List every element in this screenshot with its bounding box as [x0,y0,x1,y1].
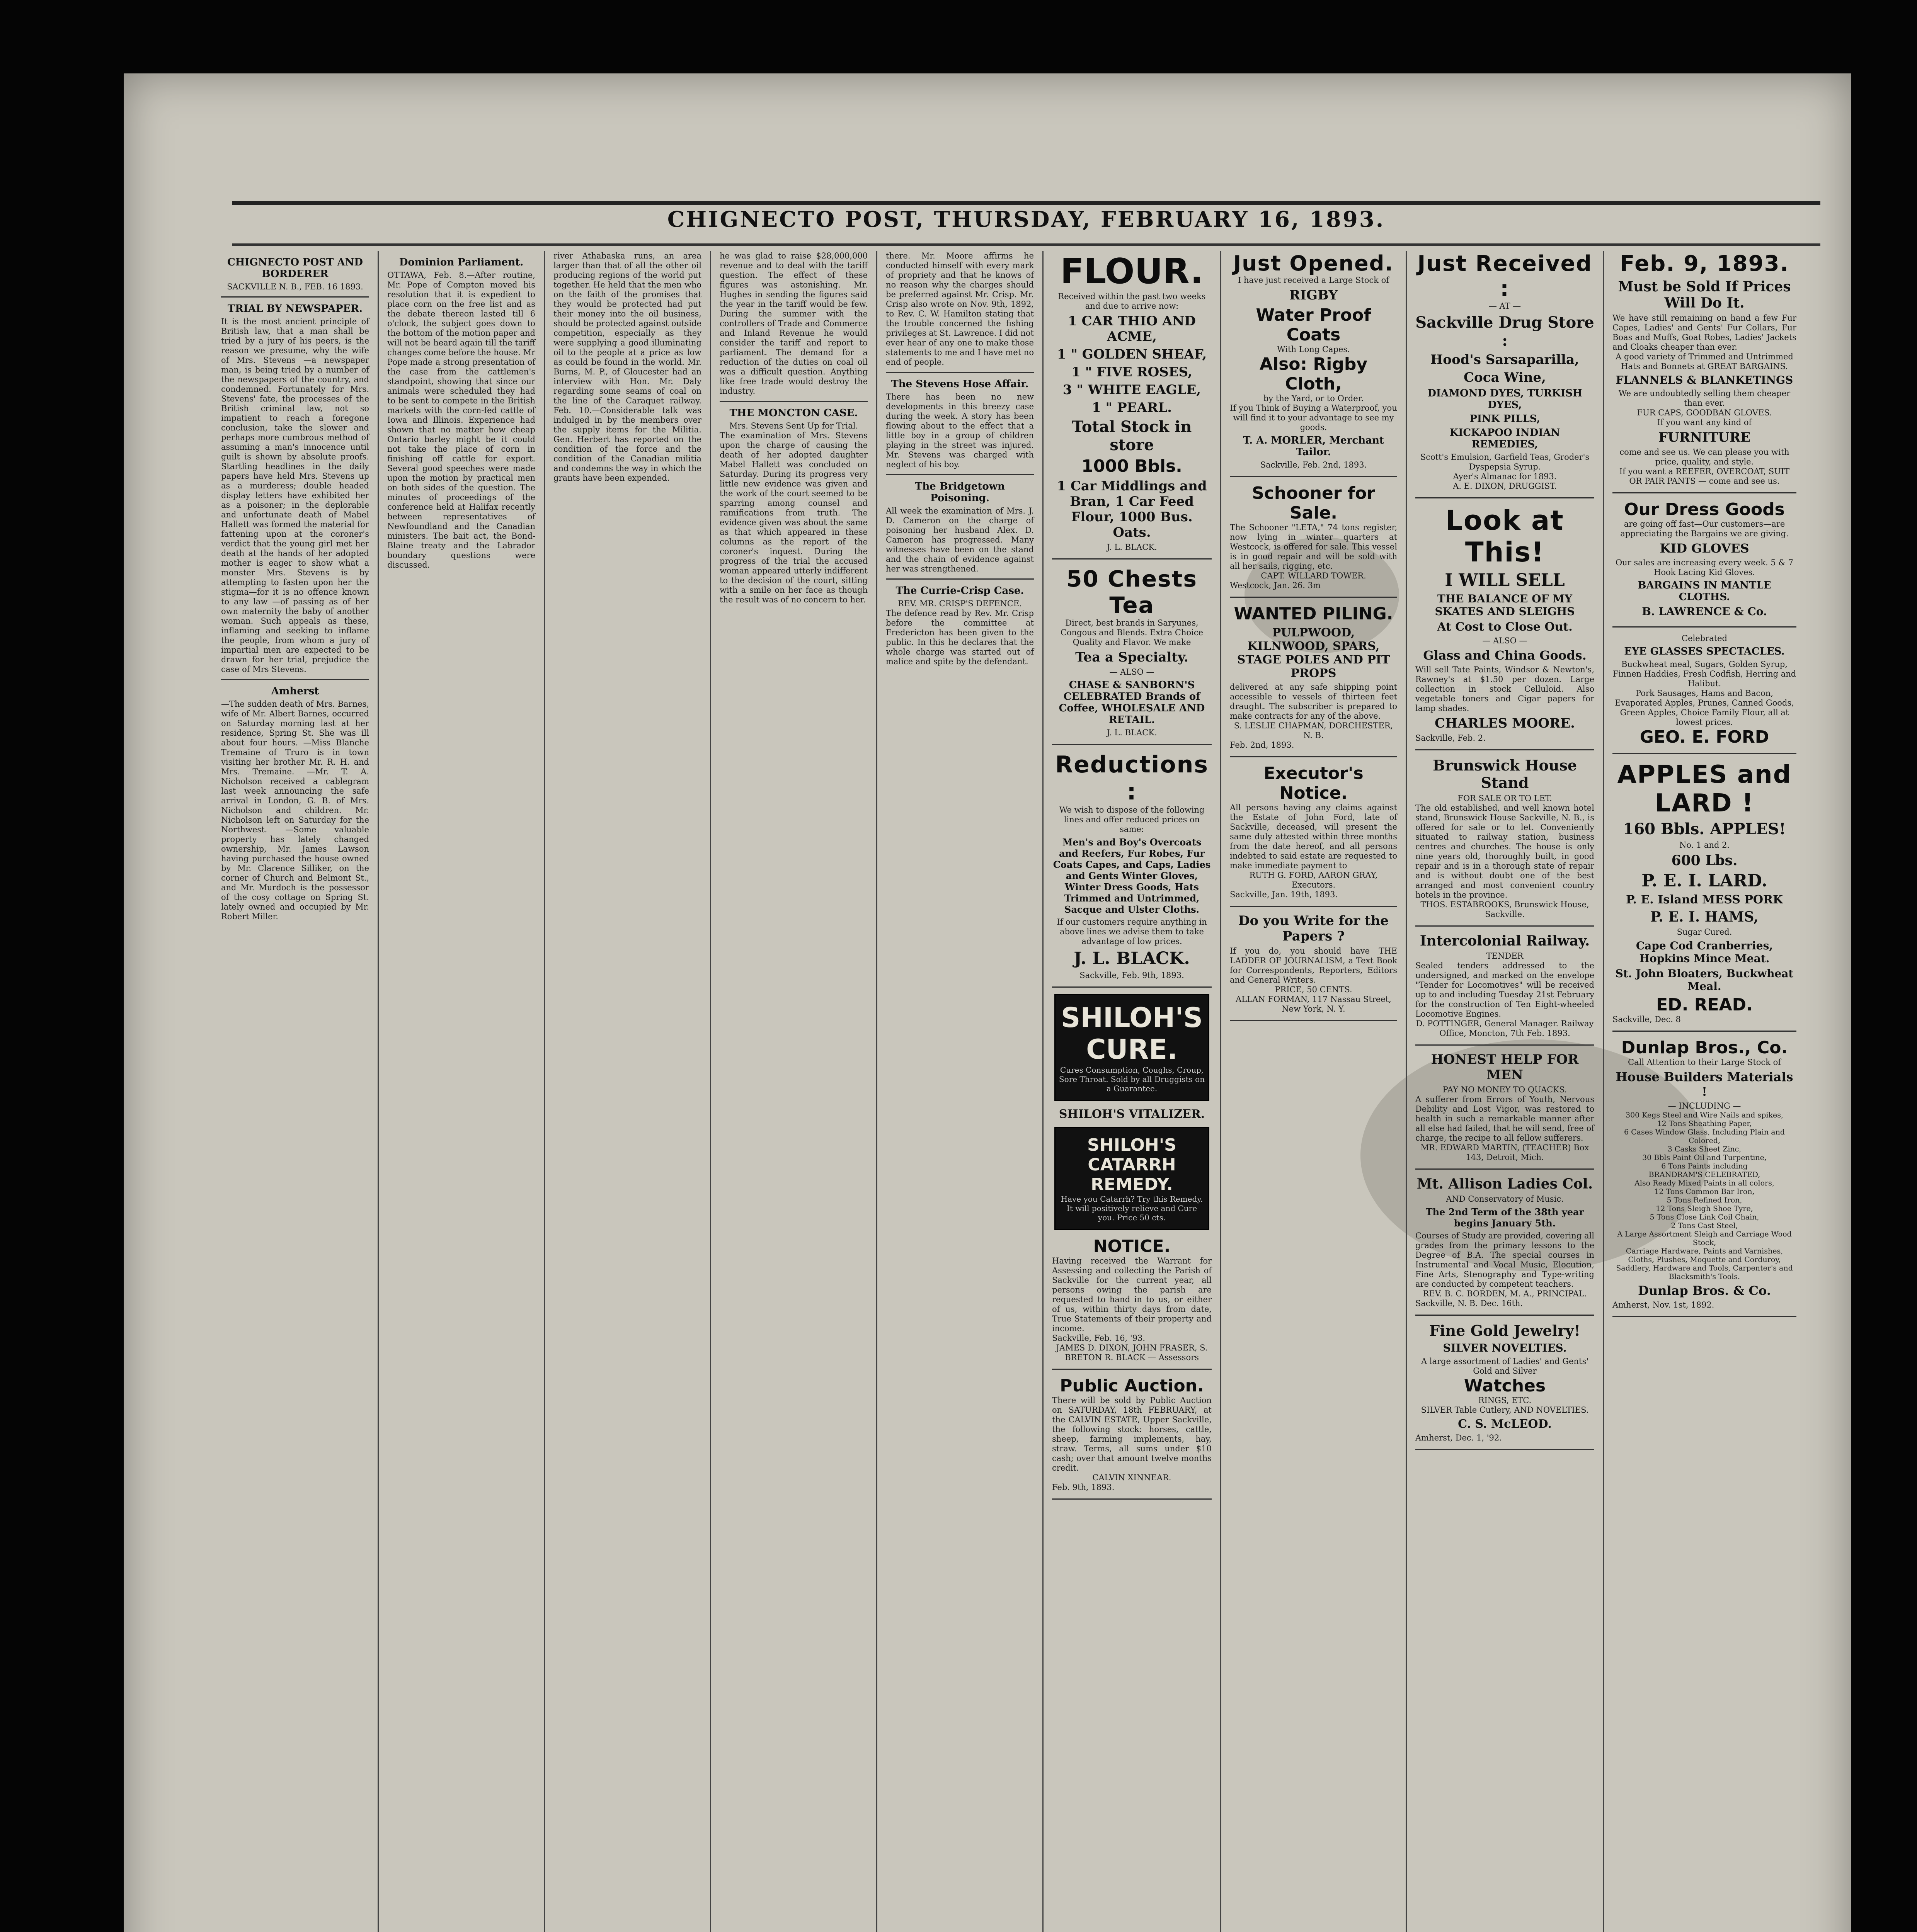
ad-text: All persons having any claims against the Estate of John Ford, late of Sackville, deceased, will present the same duly attested within three months from the date hereof, and all persons indebted to said estate are requested to make immediate payment to [1230,803,1397,870]
ad-line: Glass and China Goods. [1423,648,1587,663]
ad-apples-lard [1612,760,1796,1032]
ad-date: Amherst, Dec. 1, '92. [1415,1433,1502,1442]
ad-price: PRICE, 50 CENTS. [1275,985,1352,994]
ad-text: If you Think of Buying a Waterproof, you will find it to your advantage to see my goods. [1230,403,1397,432]
ad-just-opened [1230,251,1397,477]
ad-title: Brunswick House Stand [1432,757,1577,791]
ad-signature: REV. B. C. BORDEN, M. A., PRINCIPAL. [1423,1289,1587,1298]
ad-date: Amherst, Nov. 1st, 1892. [1612,1300,1714,1310]
ad-title: Dunlap Bros., Co. [1621,1038,1788,1058]
ad-shiloh-vitalizer: SHILOH'S VITALIZER. [1059,1107,1205,1121]
ad-line: PULPWOOD, KILNWOOD, SPARS, STAGE POLES AND PIT PROPS [1237,626,1390,680]
ad-title: Also: Rigby Cloth, [1259,354,1368,394]
ad-wanted-piling [1230,604,1397,757]
ad-text: If you want a REEFER, OVERCOAT, SUIT OR PAIR PANTS — come and see us. [1619,467,1790,486]
ad-line: 1 " PEARL. [1092,400,1172,415]
ad-title: NOTICE. [1093,1236,1171,1256]
ad-title: SHILOH'S CURE. [1061,1002,1203,1065]
columns [213,251,1836,1932]
column-7 [1221,251,1407,1932]
ad-text: SILVER Table Cutlery, AND NOVELTIES. [1421,1405,1589,1415]
divider [221,296,369,298]
ad-title: Public Auction. [1060,1376,1204,1396]
ad-look-at-this [1415,505,1594,750]
ad-spectacles [1612,634,1796,754]
ad-line: 1 " FIVE ROSES, [1071,364,1192,380]
ad-line: P. E. Island MESS PORK [1626,893,1783,906]
divider [886,372,1034,373]
ad-text: Direct, best brands in Saryunes, Congous and Blends. Extra Choice Quality and Flavor. We make [1060,618,1204,647]
ad-text: come and see us. We can please you with price, quality, and style. [1619,447,1789,466]
ad-title: Watches [1464,1376,1546,1396]
ad-text: I have just received a Large Stock of [1238,276,1389,285]
ad-title: WANTED PILING. [1234,604,1393,624]
ad-line: EYE GLASSES SPECTACLES. [1624,646,1785,657]
ad-line: RIGBY [1289,287,1338,303]
column-4 [711,251,877,1932]
ad-title: Mt. Allison Ladies Col. [1416,1176,1593,1192]
ad-text: The old established, and well known hotel stand, Brunswick House Sackville, N. B., is offered for sale or to let. Conveniently situated to railway station, business centres and churches. The house is only nine years old, thoroughly built, in good repair and is in a thorough state of repair and is without doubt one of the best arranged and most convenient country hotels in the province. [1415,803,1594,900]
ad-date: Feb. 2nd, 1893. [1230,740,1294,750]
column-2 [379,251,545,1932]
ad-text: — INCLUDING — [1668,1101,1741,1111]
ad-text: Having received the Warrant for Assessing and collecting the Parish of Sackville for the current year, all persons owing the parish are requested to hand in to us, or either of us, within thirty days from date, True Statements of their property and income. [1052,1256,1212,1333]
ad-text: Cures Consumption, Coughs, Croup, Sore Throat. Sold by all Druggists on a Guarantee. [1059,1065,1205,1093]
ad-date: Westcock, Jan. 26. 3m [1230,581,1321,590]
ad-title: HONEST HELP FOR MEN [1431,1052,1579,1083]
ad-line: I WILL SELL [1445,570,1565,590]
ad-schooner [1230,483,1397,598]
ad-line: 1 " GOLDEN SHEAF, [1057,347,1207,362]
article-title: The Stevens Hose Affair. [891,378,1029,390]
ad-dress-goods [1612,500,1796,628]
ad-line: FLANNELS & BLANKETINGS [1616,374,1793,386]
ad-line: St. John Bloaters, Buckwheat Meal. [1615,967,1794,993]
ad-title: APPLES and LARD ! [1617,760,1792,818]
list-item: Carriage Hardware, Paints and Varnishes, Cloths, Plushes, Moquette and Corduroy, Saddlery, Hardware and Tools, Carpenter's and Blacksmith's Tools. [1616,1247,1793,1281]
ad-notice [1052,1236,1212,1370]
ad-line: 160 Bbls. APPLES! [1623,820,1786,838]
list-item: 6 Cases Window Glass, Including Plain and Colored, [1624,1128,1785,1145]
list-item: A Large Assortment Sleigh and Carriage Wood Stock, [1617,1230,1792,1247]
list-item: 12 Tons Sheathing Paper, [1657,1119,1752,1128]
article-body: The defence read by Rev. Mr. Crisp before the committee at Fredericton has been given to the public. In this he declares that the whole charge was started out of malice and spite by the defendant. [886,609,1034,666]
article-title: THE MONCTON CASE. [729,407,858,419]
ad-signature: JAMES D. DIXON, JOHN FRASER, S. BRETON R. BLACK — Assessors [1056,1343,1208,1362]
divider [221,679,369,680]
ad-signature: S. LESLIE CHAPMAN, DORCHESTER, N. B. [1234,721,1393,740]
ad-line: House Builders Materials ! [1616,1070,1793,1099]
ad-text: FOR SALE OR TO LET. [1457,794,1552,803]
newspaper-page [124,73,1851,1932]
ad-text: RINGS, ETC. [1478,1396,1532,1405]
ad-title: Just Received : [1417,251,1592,301]
ad-text: Received within the past two weeks and due to arrive now: [1058,292,1206,311]
ad-line: Sackville Drug Store : [1415,313,1594,350]
ad-text: Our sales are increasing every week. 5 & 7 Hook Lacing Kid Gloves. [1615,558,1794,577]
ad-line: 600 Lbs. [1671,852,1738,869]
article-body: he was glad to raise $28,000,000 revenue and to deal with the tariff question. The effect of these figures was astonishing. Mr. Hughes in sending the figures said the year in the tariff would be few. During the summer with the controllers of Trade and Commerce and Inland Revenue he would consider the tariff and report to parliament. The demand for a reduction of the duties on coal oil was a difficult question. Anything like free trade would destroy the industry. [720,251,868,396]
article-body: It is the most ancient principle of British law, that a man shall be tried by a jury of his peers, is the reason we presume, why the wife of Mrs. Stevens —a newspaper man, is being tried by a number of the newspapers of the country, and condemned. Fortunately for Mrs. Stevens' fate, the processes of the British criminal law, not so impatient to reach a foregone conclusion, take the slower and perhaps more cumbrous method of assuming a man's innocence until guilt is shown by absolute proofs. Startling headlines in the daily papers have held Mrs. Stevens up as a murderess; double headed display letters have exhibited her as a poisoner; in the deplorable and unfortunate death of Mabel Hallett was formed the material for fattening upon at the coroner's verdict that the young girl met her death at the hands of her adopted mother is eager to show what a monster Mrs. Stevens is by attempting to fasten upon her the stigma—for it is no offence known to any law —of passing as of her own maternity the baby of another woman. Such appeals as these, inflaming and seeking to inflame the people, from whom a jury of impartial men are expected to be drawn for her trial, prejudice the case of Mrs Stevens. [221,317,369,674]
ad-reductions [1052,751,1212,988]
ad-date: Sackville, Feb. 2nd, 1893. [1260,460,1367,469]
ad-text: — ALSO — [1109,667,1154,677]
ad-date: Sackville, N. B. Dec. 16th. [1415,1299,1523,1308]
ad-signature: ED. READ. [1656,995,1753,1015]
ad-text: Scott's Emulsion, Garfield Teas, Groder's Dyspepsia Syrup. [1420,452,1590,471]
list-item: 6 Tons Paints including [1661,1162,1748,1170]
article-body: The examination of Mrs. Stevens upon the charge of causing the death of her adopted daughter Mabel Hallett was concluded on Saturday. During its progress very little new evidence was given and the work of the court seemed to be sparring among counsel and ramifications from truth. The evidence given was about the same as that which appeared in these columns as the report of the coroner's inquest. During the progress of the trial the accused woman appeared utterly indifferent to the decision of the court, sitting with a smile on her face as though the result was of no concern to her. [720,431,868,604]
ad-line: Cape Cod Cranberries, Hopkins Mince Meat. [1636,939,1773,965]
ad-text: Call Attention to their Large Stock of [1628,1058,1781,1067]
ad-line: KICKAPOO INDIAN REMEDIES, [1449,427,1560,450]
ad-title: SHILOH'S CATARRH REMEDY. [1087,1135,1176,1194]
ad-line: CHASE & SANBORN'S CELEBRATED Brands of Coffee, WHOLESALE AND RETAIL. [1059,679,1205,726]
ad-line: KID GLOVES [1660,541,1749,556]
ad-date: Feb. 9th, 1893. [1052,1483,1115,1492]
ad-honest-help [1415,1052,1594,1170]
ad-line: At Cost to Close Out. [1437,620,1573,634]
ad-line: PINK PILLS, [1469,413,1540,425]
ad-line: Total Stock in store [1072,418,1192,454]
list-item: 5 Tons Refined Iron, [1667,1196,1742,1204]
ad-text: A good variety of Trimmed and Untrimmed Hats and Bonnets at GREAT BARGAINS. [1616,352,1793,371]
ad-text: delivered at any safe shipping point accessible to vessels of thirteen feet draught. The subscriber is prepared to make contracts for any of the above. [1230,682,1397,721]
ad-signature: CAPT. WILLARD TOWER. [1261,571,1366,580]
article-subtitle: REV. MR. CRISP'S DEFENCE. [898,599,1022,608]
ad-signature: J. L. BLACK. [1074,949,1190,968]
ad-title: Reductions : [1055,751,1209,805]
ad-line: P. E. I. HAMS, [1650,909,1759,925]
article-body: —The sudden death of Mrs. Barnes, wife of Mr. Albert Barnes, occurred on Saturday morning last at her residence, Spring St. She was ill about four hours. —Miss Blanche Tremaine of Truro is in town visiting her brother Mr. R. H. and Mrs. Tremaine. —Mr. T. A. Nicholson received a cablegram last week announcing the safe arrival in London, G. B. of Mrs. Nicholson and children. Mr. Nicholson left on Saturday for the Northwest. —Some valuable property has lately changed ownership, Mr. James Lawson having purchased the house owned by Mr. Clarence Silliker, on the corner of Church and Belmont St., and Mr. Murdoch is the possessor of the cosy cottage on Spring St. lately owned and occupied by Mr. Robert Miller. [221,699,369,921]
ad-text: by the Yard, or to Order. [1263,394,1364,403]
ad-title: Feb. 9, 1893. [1620,251,1789,276]
ad-signature: T. A. MORLER, Merchant Tailor. [1243,435,1384,458]
list-item: 5 Tons Close Link Coil Chain, [1650,1213,1759,1221]
ad-line: FURNITURE [1658,430,1751,445]
ad-signature: CHARLES MOORE. [1435,716,1575,731]
ad-line: Coca Wine, [1464,370,1546,385]
column-9 [1604,251,1805,1932]
article-body: OTTAWA, Feb. 8.—After routine, Mr. Pope of Compton moved his resolution that it is expedient to place corn on the free list and as the debate thereon lasted till 6 o'clock, the subject goes down to the bottom of the motion paper and will not be heard again till the tariff changes come before the house. Mr Pope made a strong presentation of the case from the cattlemen's standpoint, showing that since our animals were scheduled they had to be sent to compete in the British markets with the corn-fed cattle of Iowa and Illinois. Experience had shown that no matter how cheap Ontario barley might be it could not take the place of corn in finishing off cattle for export. Several good speeches were made upon the motion by practical men on both sides of the question. The minutes of proceedings of the conference held at Halifax recently between representatives of Newfoundland and the Canadian ministers. The bait act, the Bond-Blaine treaty and the Labrador boundary questions were discussed. [387,270,535,570]
ad-date: Sackville, Dec. 8 [1612,1015,1681,1024]
ad-text: AND Conservatory of Music. [1446,1194,1564,1204]
ad-signature: THOS. ESTABROOKS, Brunswick House, Sackville. [1420,900,1589,919]
column-1 [213,251,379,1932]
ad-text: A sufferer from Errors of Youth, Nervous Debility and Lost Vigor, was restored to health in such a remarkable manner after all else had failed, that he will send, free of charge, the recipe to all fellow sufferers. [1415,1095,1594,1143]
ad-intercolonial-railway [1415,933,1594,1046]
ad-text: Celebrated [1682,634,1727,643]
ad-line: 1 Car Middlings and Bran, 1 Car Feed Flour, 1000 Bus. Oats. [1057,478,1207,540]
ad-text: A large assortment of Ladies' and Gents' Gold and Silver [1421,1357,1589,1376]
ad-title: Our Dress Goods [1624,500,1785,519]
ad-line: 3 " WHITE EAGLE, [1062,382,1201,398]
ad-text: Buckwheat meal, Sugars, Golden Syrup, Finnen Haddies, Fresh Codfish, Herring and Halibut. [1612,660,1796,688]
ad-title: Fine Gold Jewelry! [1429,1322,1580,1339]
ad-line: SILVER NOVELTIES. [1443,1342,1567,1354]
column-8 [1407,251,1604,1932]
ad-title: Executor's Notice. [1263,764,1364,803]
ad-title: FLOUR. [1060,251,1204,292]
ad-text: If our customers require anything in above lines we advise them to take advantage of low prices. [1057,917,1207,946]
article-body: There has been no new developments in this breezy case during the week. A story has been flowing about to the effect that a little boy in a group of children playing in the street was injured. Mr. Stevens was charged with neglect of his boy. [886,392,1034,469]
ad-text: Will sell Tate Paints, Windsor & Newton's, Rawney's at $1.50 per dozen. Large collection in stock Celluloid. Also vegetable toners and Cigar papers for lamp shades. [1415,665,1594,713]
list-item: BRANDRAM'S CELEBRATED, [1648,1170,1760,1179]
ad-text: We wish to dispose of the following lines and offer reduced prices on same: [1059,805,1205,834]
ad-tea [1052,566,1212,745]
ad-text: FUR CAPS, GOODBAN GLOVES. [1637,408,1772,417]
ad-line: Men's and Boy's Overcoats and Reefers, Fur Robes, Fur Coats Capes, and Caps, Ladies and Gents Winter Gloves, Winter Dress Goods, Hats Trimmed and Untrimmed, Sacque and Ulster Cloths. [1053,837,1211,915]
ad-dunlap [1612,1038,1796,1317]
ad-text: If you want any kind of [1657,418,1752,427]
ad-title: Do you Write for the Papers ? [1238,913,1389,944]
divider [886,474,1034,475]
ad-jewelry [1415,1322,1594,1450]
ad-text: We are undoubtedly selling them cheaper than ever. [1618,389,1791,408]
ad-signature: ALLAN FORMAN, 117 Nassau Street, New York, N. Y. [1236,995,1391,1014]
ad-text: We have still remaining on hand a few Fur Capes, Ladies' and Gents' Fur Collars, Fur Boas and Muffs, Goat Robes, Ladies' Jackets and Cloaks cheaper than ever. [1612,313,1796,352]
list-item: 12 Tons Sleigh Shoe Tyre, [1656,1204,1753,1213]
ad-must-be-sold [1612,251,1796,493]
ad-line: BARGAINS IN MANTLE CLOTHS. [1638,580,1771,603]
ad-text: No. 1 and 2. [1679,840,1730,850]
ad-drug-store [1415,251,1594,498]
list-item: Also Ready Mixed Paints in all colors, [1634,1179,1774,1187]
ad-title: Just Opened. [1233,251,1394,276]
column-3 [545,251,711,1932]
ad-mt-allison [1415,1176,1594,1316]
ad-text: With Long Capes. [1277,345,1350,354]
list-item: 2 Tons Cast Steel, [1671,1221,1738,1230]
ad-text: If you do, you should have THE LADDER OF JOURNALISM, a Text Book for Correspondents, Reporters, Editors and General Writers. [1230,946,1397,985]
ad-title: Water Proof Coats [1256,305,1371,345]
ad-line: P. E. I. LARD. [1641,871,1767,891]
ad-line: THE BALANCE OF MY SKATES AND SLEIGHS [1435,592,1575,618]
list-item: 300 Kegs Steel and Wire Nails and spikes, [1625,1111,1784,1119]
article-title: Amherst [271,685,319,697]
ad-title: Intercolonial Railway. [1420,933,1590,949]
ad-title: 50 Chests Tea [1066,566,1197,618]
ad-line: Tea a Specialty. [1075,650,1188,665]
ad-text: Ayer's Almanac for 1893. [1453,472,1557,481]
ad-text: — ALSO — [1482,636,1527,645]
article-body: there. Mr. Moore affirms he conducted himself with every mark of propriety and that he knows of no reason why the charges should be preferred against Mr. Crisp. Mr. Crisp also wrote on Nov. 9th, 1892, to Rev. C. W. Hamilton stating that the trouble concerned the fishing privileges at St. Lawrence. I did not ever hear of any one to make those statements to me and I have met no end of people. [886,251,1034,367]
ad-brunswick-house [1415,757,1594,927]
ad-text: Have you Catarrh? Try this Remedy. It will positively relieve and Cure you. Price 50 cts. [1061,1194,1203,1222]
list-item: 30 Bbls Paint Oil and Turpentine, [1642,1153,1767,1162]
article-body: All week the examination of Mrs. J. D. Cameron on the charge of poisoning her husband Alex. D. Cameron has progressed. Many witnesses have been on the stand and the chain of evidence against her was strengthened. [886,506,1034,573]
ad-line: DIAMOND DYES, TURKISH DYES, [1427,388,1582,411]
masthead-rule-top [232,201,1820,205]
article-body: river Athabaska runs, an area larger than that of all the other oil producing regions of the world put together. He held that the men who on the faith of the promises that they would be protected had put their money into the oil business, should be protected against outside competition, especially as they were supplying a good illuminating oil to the people at a price as low as could be found in the world. Mr. Burns, M. P., of Gloucester had an interview with Hon. Mr. Daly regarding some seams of coal on the line of the Caraquet railway. Feb. 10.—Considerable talk was indulged in by the members over the supply items for the Militia. Gen. Herbert has reported on the condition of the force and the condition of the Canadian militia and condemns the way in which the grants have been expended. [553,251,701,483]
ad-text: Sealed tenders addressed to the undersigned, and marked on the envelope "Tender for Locomotives" will be received up to and including Tuesday 21st February for the construction of Ten Eight-wheeled Locomotive Engines. [1415,961,1594,1019]
column-5 [877,251,1044,1932]
ad-line: Must be Sold If Prices Will Do It. [1618,279,1791,311]
column-6 [1044,251,1221,1932]
ad-text: There will be sold by Public Auction on SATURDAY, 18th FEBRUARY, at the CALVIN ESTATE, Upper Sackville, the following stock: horses, cattle, sheep, farming implements, hay, straw. Terms, all sums under $10 cash; over that amount twelve months credit. [1052,1396,1212,1473]
ad-shiloh-catarrh [1054,1127,1209,1230]
article-title: Dominion Parliament. [399,257,524,268]
ad-title: 1000 Bbls. [1081,456,1182,476]
ad-text: TENDER [1486,951,1524,961]
ad-date: Sackville, Feb. 16, '93. [1052,1333,1146,1343]
masthead: CHIGNECTO POST, THURSDAY, FEBRUARY 16, 1893. [667,207,1385,232]
article-subtitle: Mrs. Stevens Sent Up for Trial. [729,421,858,430]
ad-date: Sackville, Feb. 9th, 1893. [1079,971,1184,980]
article-title: TRIAL BY NEWSPAPER. [227,303,363,315]
divider [720,401,868,402]
ad-text: are going off fast—Our customers—are appreciating the Bargains we are giving. [1620,519,1789,538]
ad-text: — AT — [1488,301,1521,311]
ad-signature: B. LAWRENCE & Co. [1642,605,1767,618]
paper-title: CHIGNECTO POST AND BORDERER [227,257,363,280]
ad-date: Sackville, Jan. 19th, 1893. [1230,890,1338,899]
article-title: The Bridgetown Poisoning. [915,481,1005,504]
ad-title: Schooner for Sale. [1252,483,1375,523]
ad-line: The 2nd Term of the 38th year begins January 5th. [1425,1206,1584,1229]
ad-auction [1052,1376,1212,1500]
ad-flour [1052,251,1212,560]
ad-signature: J. L. BLACK. [1107,728,1157,737]
ad-title: Look at This! [1445,505,1564,568]
ad-signature: MR. EDWARD MARTIN, (TEACHER) Box 143, Detroit, Mich. [1420,1143,1589,1162]
dateline: SACKVILLE N. B., FEB. 16 1893. [227,282,363,291]
divider [886,578,1034,580]
list-item: 12 Tons Common Bar Iron, [1654,1187,1755,1196]
ad-line: 1 CAR THIO AND ACME, [1068,313,1196,344]
ad-signature: J. L. BLACK. [1107,543,1157,552]
ad-signature: GEO. E. FORD [1639,727,1769,747]
ad-text: The Schooner "LETA," 74 tons register, now lying in winter quarters at Westcock, is offered for sale. This vessel is in good repair and will be sold with all her sails, rigging, etc. [1230,523,1397,571]
ad-signature: C. S. McLEOD. [1458,1417,1552,1431]
ad-text: Pork Sausages, Hams and Bacon, Evaporated Apples, Prunes, Canned Goods, Green Apples, Choice Family Flour, all at lowest prices. [1615,689,1794,727]
ad-signature: D. POTTINGER, General Manager. Railway Office, Moncton, 7th Feb. 1893. [1416,1019,1594,1038]
ad-text: Courses of Study are provided, covering all grades from the primary lessons to the Degree of B.A. The special courses in Instrumental and Vocal Music, Elocution, Fine Arts, Stenography and Type-writing are conducted by competent teachers. [1415,1231,1594,1289]
ad-signature: A. E. DIXON, DRUGGIST. [1453,481,1557,491]
ad-date: Sackville, Feb. 2. [1415,733,1486,743]
ad-signature: Dunlap Bros. & Co. [1638,1283,1771,1298]
ad-text: Sugar Cured. [1677,927,1732,937]
ad-line: Hood's Sarsaparilla, [1430,352,1579,367]
article-title: The Currie-Crisp Case. [896,585,1024,597]
ad-signature: RUTH G. FORD, AARON GRAY, Executors. [1249,871,1378,889]
ad-shiloh-cure [1054,994,1209,1101]
list-item: 3 Casks Sheet Zinc, [1667,1145,1742,1153]
ad-executors-notice [1230,764,1397,907]
ad-papers [1230,913,1397,1021]
masthead-rule-bottom [232,243,1820,246]
ad-signature: CALVIN XINNEAR. [1092,1473,1171,1482]
ad-text: PAY NO MONEY TO QUACKS. [1442,1085,1567,1094]
